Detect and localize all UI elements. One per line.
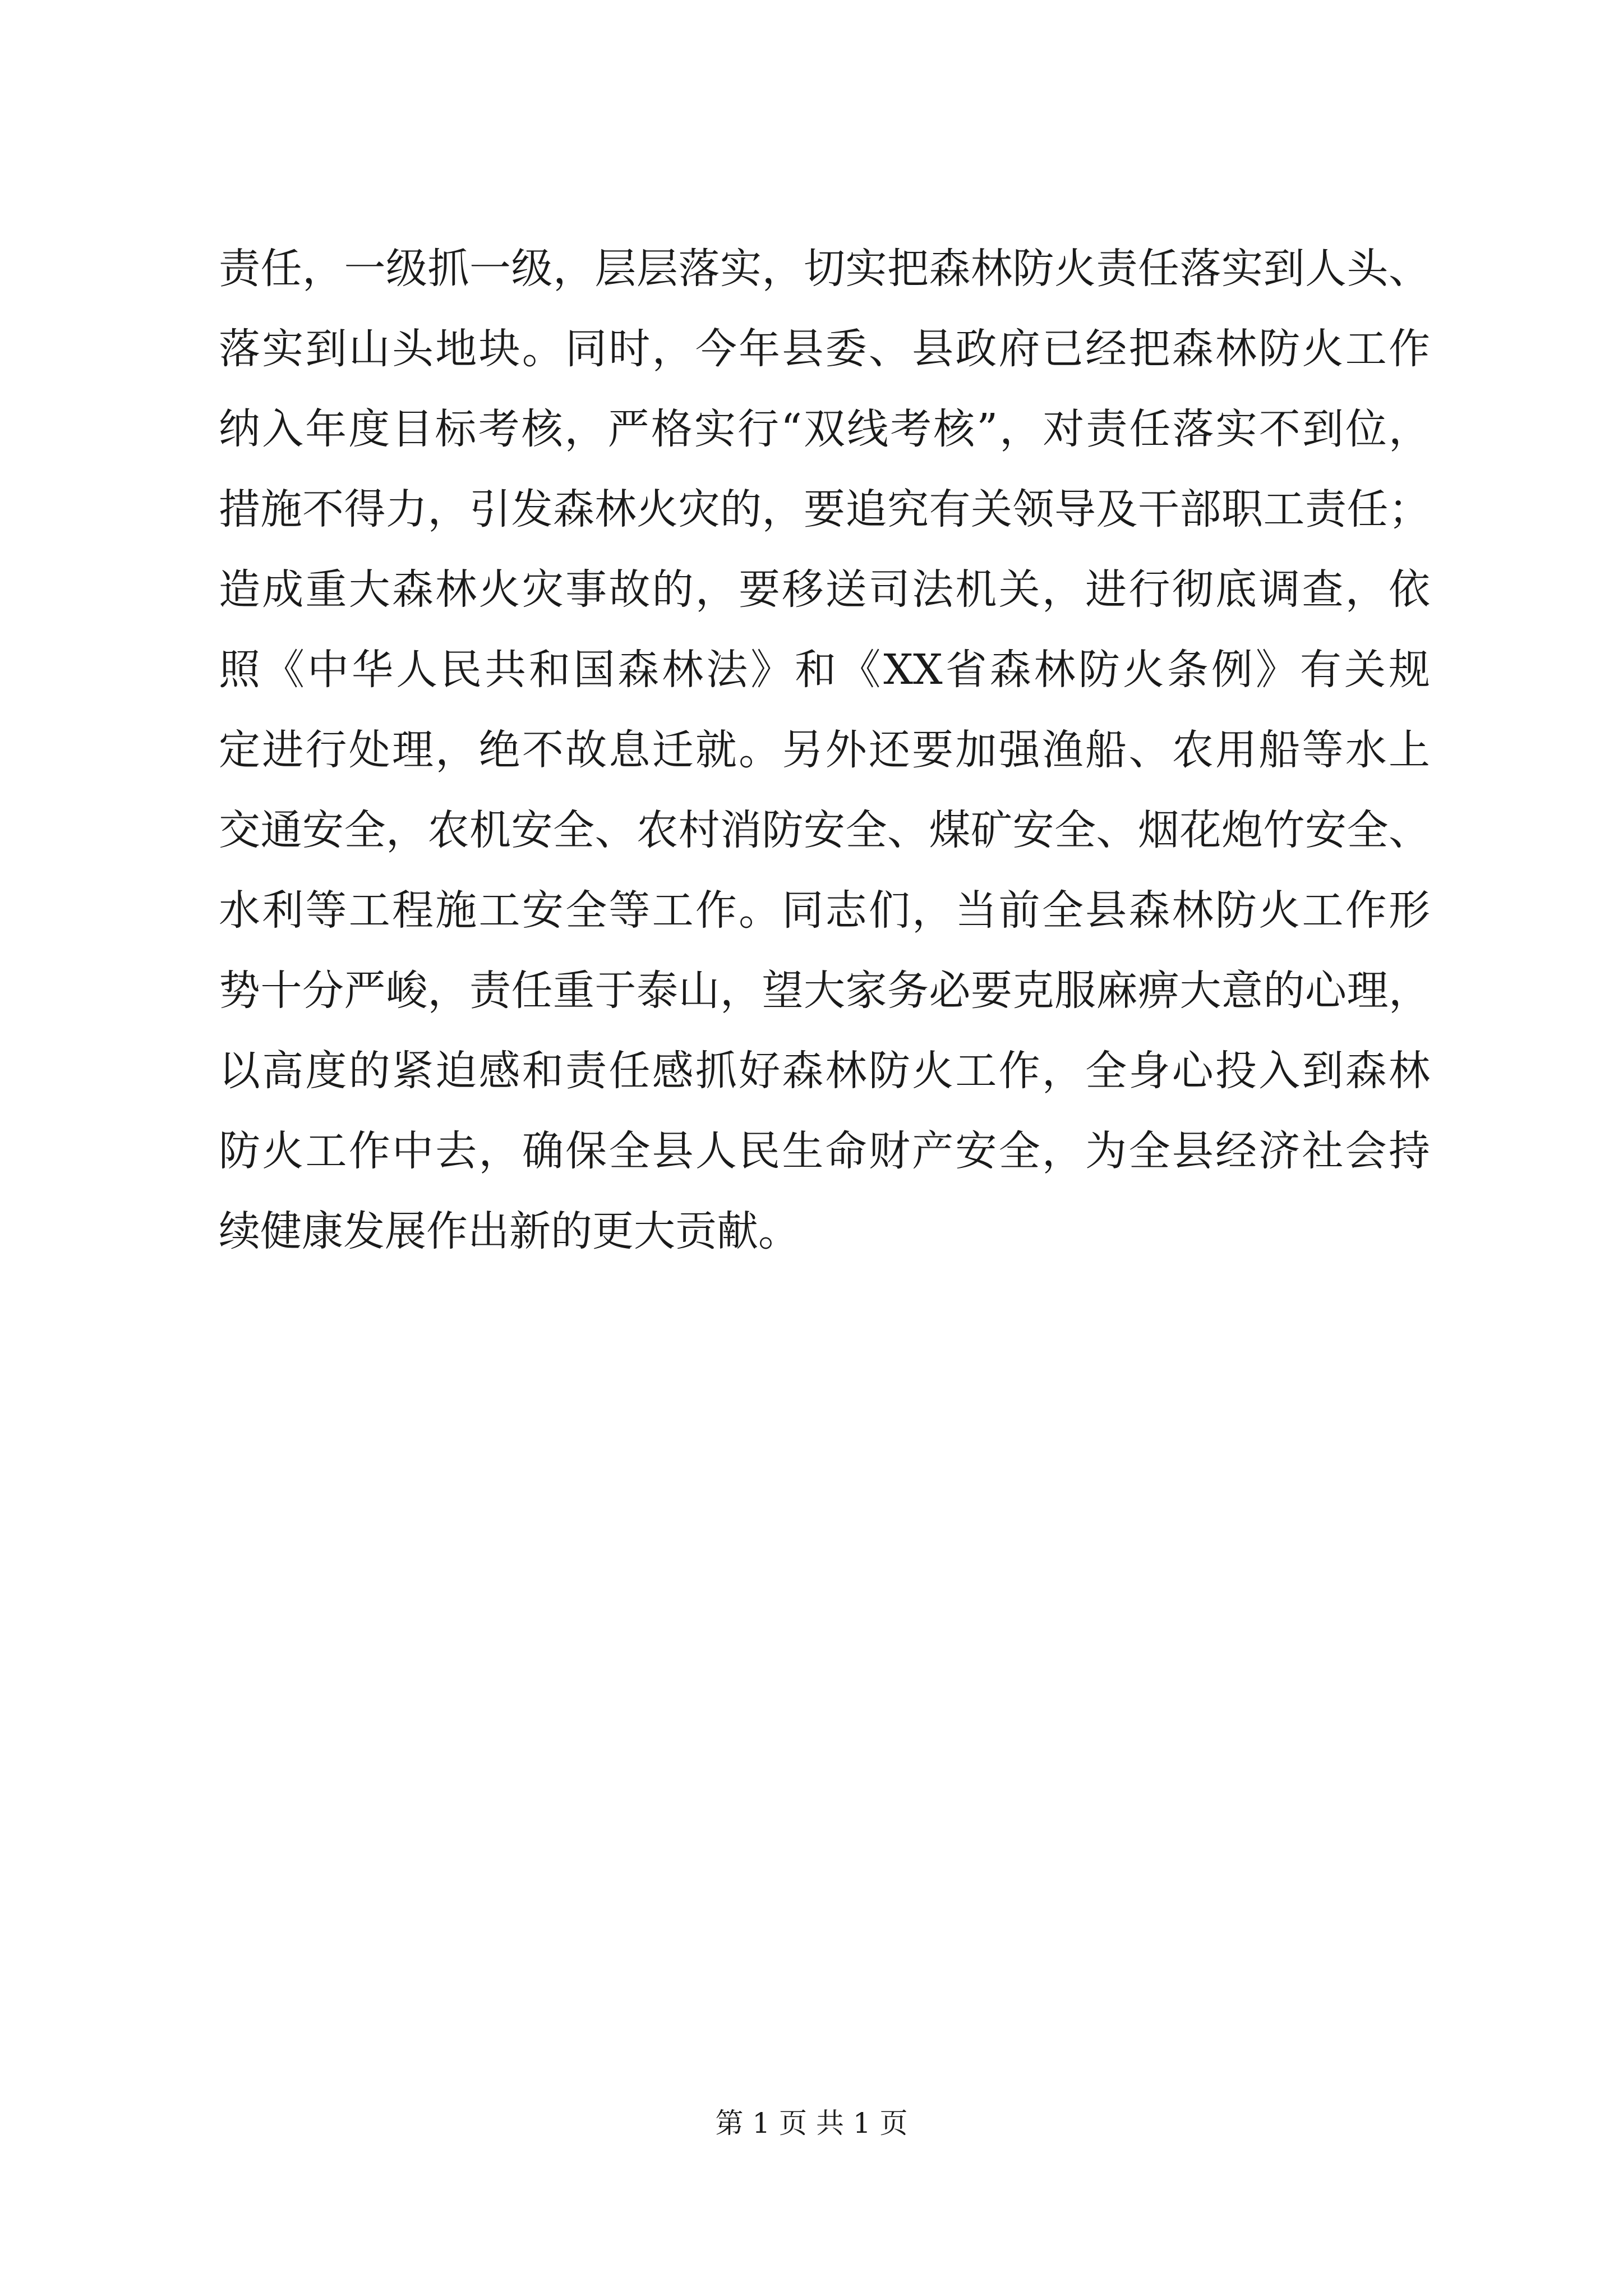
- text-line: 落实到山头地块。同时，今年县委、县政府已经把森林防火工作: [219, 325, 1430, 373]
- text-line: 定进行处理，绝不故息迁就。另外还要加强渔船、农用船等水上: [219, 726, 1430, 774]
- text-line: 造成重大森林火灾事故的，要移送司法机关，进行彻底调查，依: [219, 565, 1430, 614]
- text-line: 势十分严峻，责任重于泰山，望大家务必要克服麻痹大意的心理，: [219, 967, 1430, 1015]
- text-line: 续健康发展作出新的更大贡献。: [219, 1207, 800, 1255]
- text-line: 措施不得力，引发森林火灾的，要追究有关领导及干部职工责任；: [219, 485, 1430, 533]
- text-line: 以高度的紧迫感和责任感抓好森林防火工作，全身心投入到森林: [219, 1047, 1430, 1095]
- page-footer: [0, 2104, 1623, 2143]
- body-paragraph: [219, 229, 1430, 1272]
- text-line: 照《中华人民共和国森林法》和《XX省森林防火条例》有关规: [219, 646, 1430, 694]
- page-number-label: 第 1 页 共 1 页: [715, 2107, 908, 2139]
- text-line: 责任，一级抓一级，层层落实，切实把森林防火责任落实到人头、: [219, 245, 1430, 293]
- text-line: 水利等工程施工安全等工作。同志们，当前全县森林防火工作形: [219, 886, 1430, 935]
- text-line: 防火工作中去，确保全县人民生命财产安全，为全县经济社会持: [219, 1127, 1430, 1175]
- text-line: 交通安全，农机安全、农村消防安全、煤矿安全、烟花炮竹安全、: [219, 806, 1430, 854]
- text-line: 纳入年度目标考核，严格实行“双线考核”，对责任落实不到位，: [219, 405, 1430, 453]
